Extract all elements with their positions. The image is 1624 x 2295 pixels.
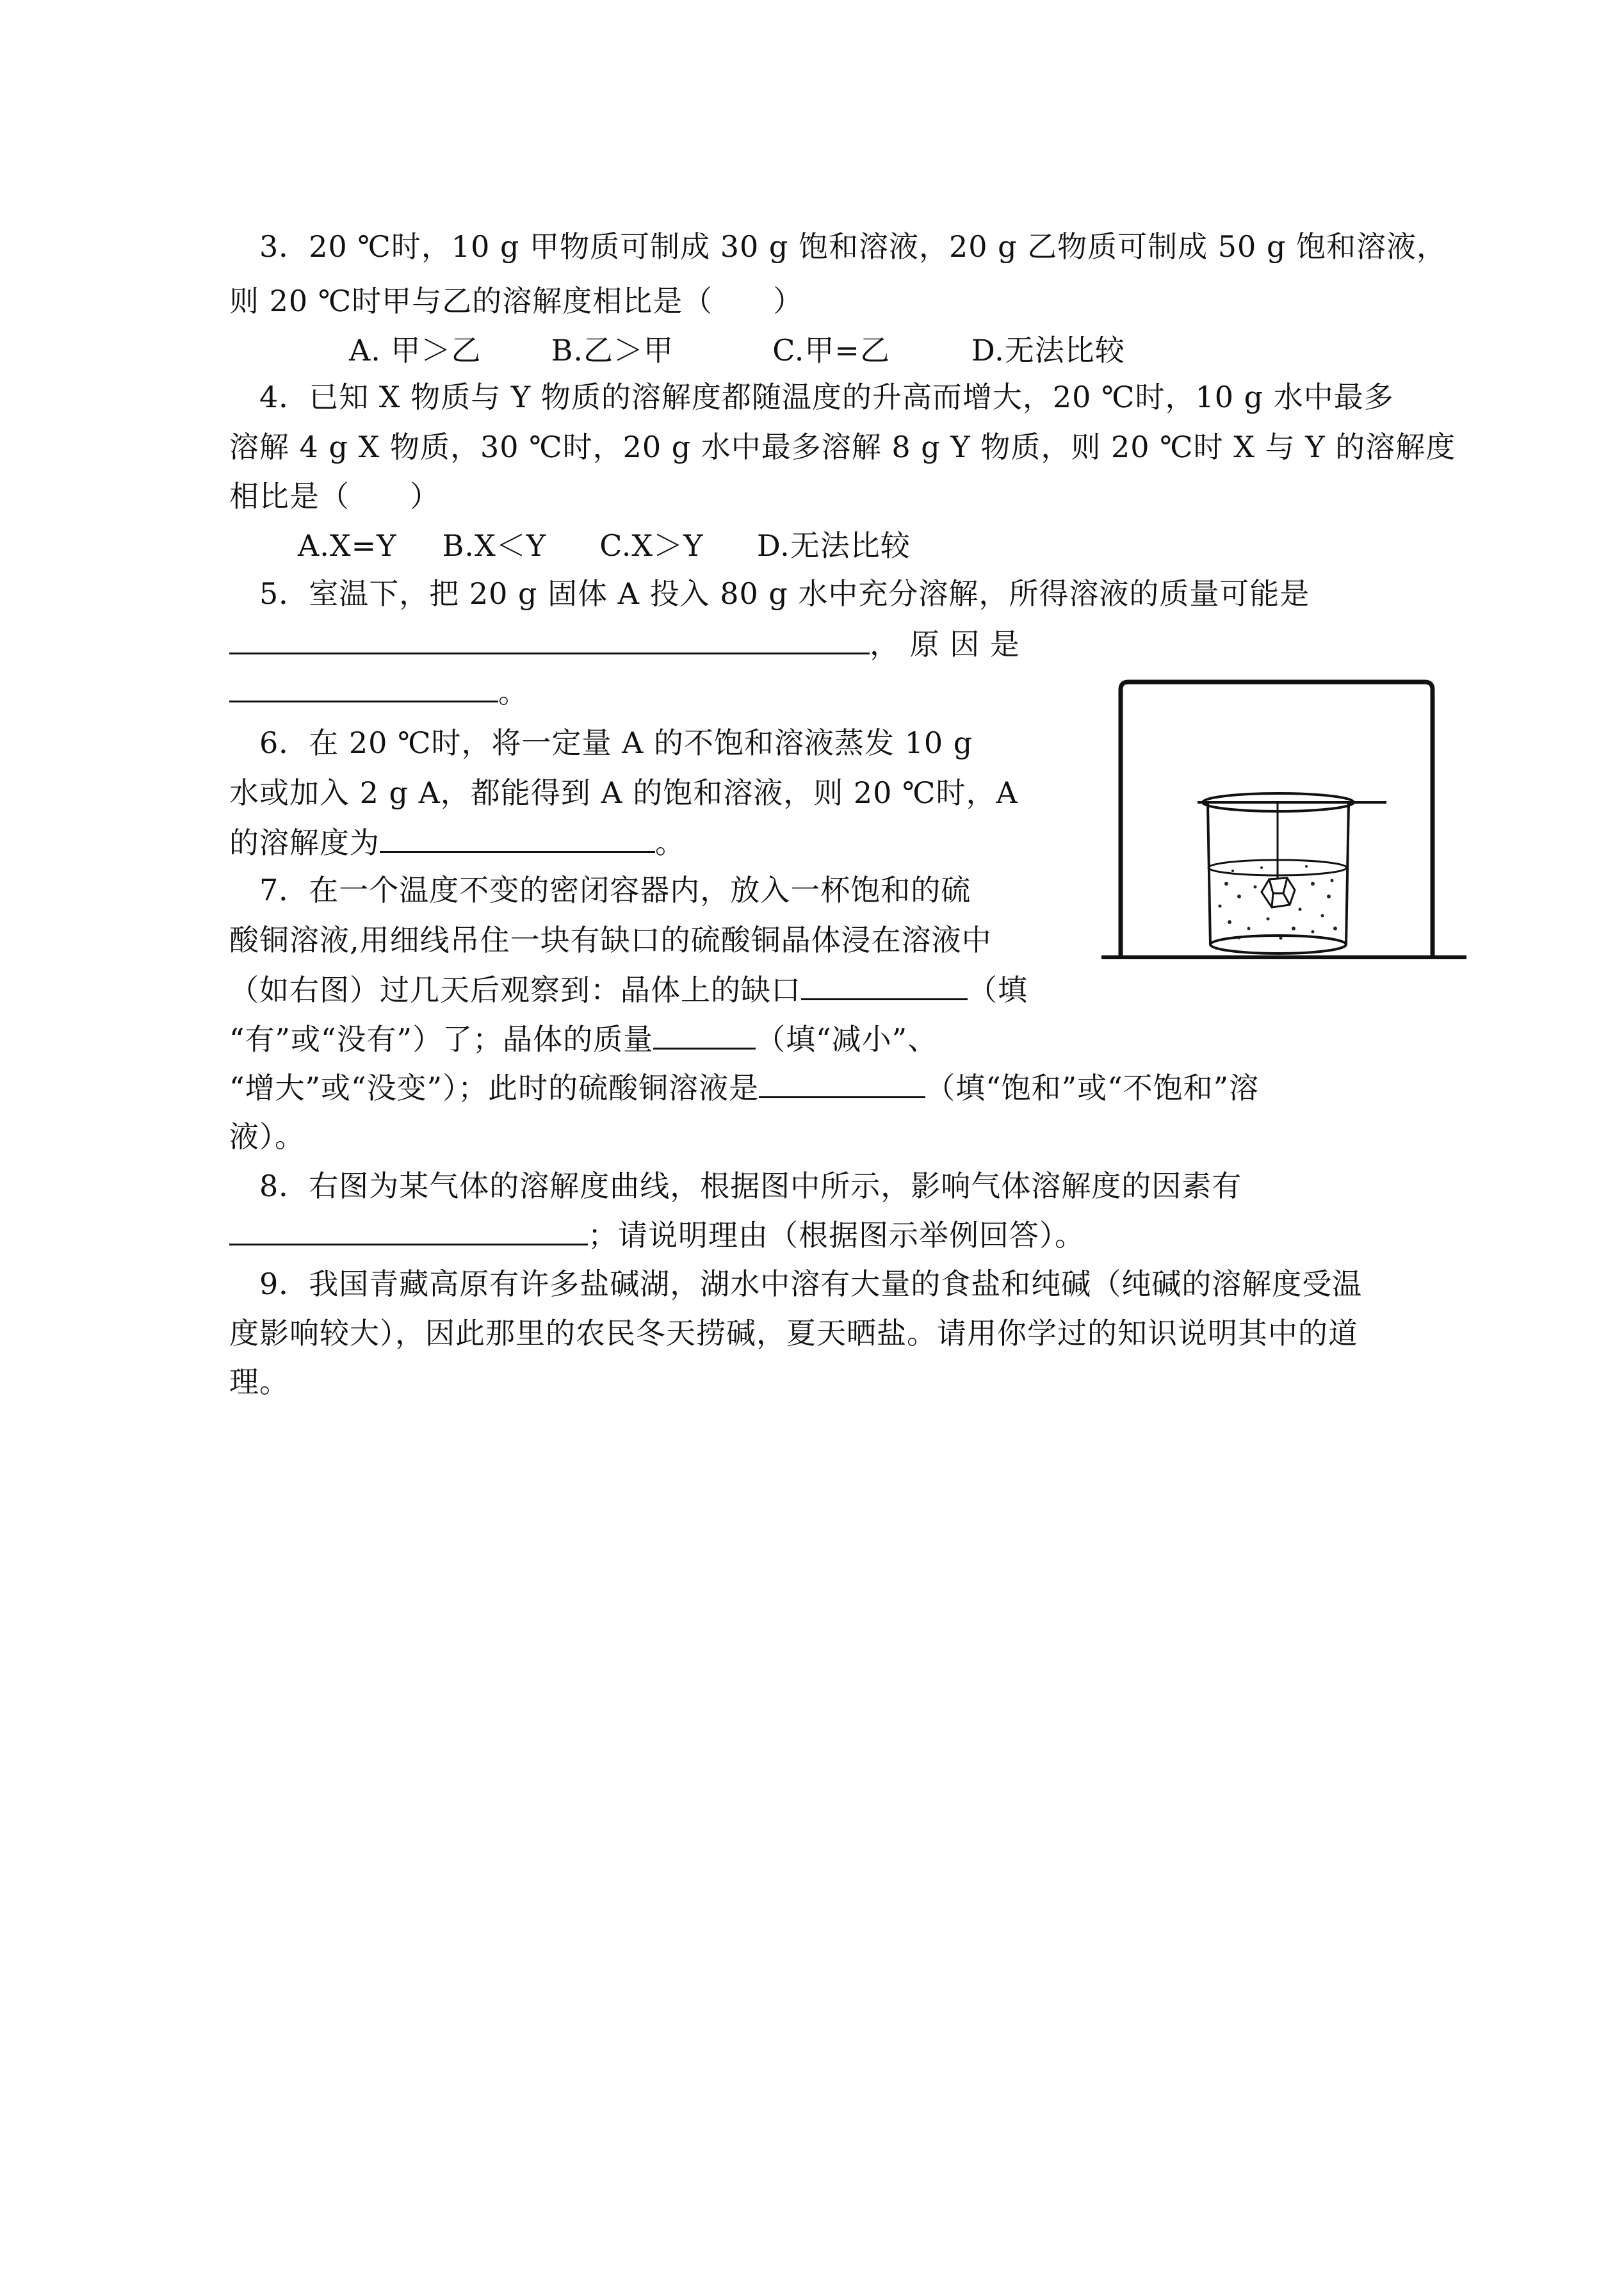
q7-mass-label: “有”或“没有”）了；晶体的质量	[229, 1022, 654, 1057]
q9-line-3: 理。	[229, 1365, 289, 1399]
q8-reason-prompt: ；请说明理由（根据图示举例回答）。	[588, 1218, 1085, 1253]
q4-options	[298, 526, 911, 565]
q4-option-c: C.X＞Y	[599, 528, 704, 563]
q8-answer-blank[interactable]	[229, 1215, 588, 1245]
q7-fill-hint-2: （填“减小”、	[756, 1022, 938, 1057]
q7-answer-blank-mass[interactable]	[653, 1019, 756, 1050]
q6-answer-blank[interactable]	[380, 823, 655, 853]
q7-line-5	[229, 1068, 1259, 1107]
q3-options	[349, 331, 1125, 369]
q7-answer-blank-solution[interactable]	[759, 1068, 925, 1098]
q9-line-2: 度影响较大），因此那里的农民冬天捞碱，夏天晒盐。请用你学过的知识说明其中的道	[229, 1316, 1358, 1350]
q7-line-4	[229, 1019, 938, 1058]
q5-reason-label: ， 原 因 是	[870, 627, 1020, 661]
q4-option-d: D.无法比较	[756, 528, 911, 563]
q3-line-2: 则 20 ℃时甲与乙的溶解度相比是（ ）	[229, 284, 804, 318]
q3-option-a: A. 甲＞乙	[349, 333, 482, 368]
q7-solution-label: “增大”或“没变”）；此时的硫酸铜溶液是	[229, 1071, 759, 1105]
q4-line-3: 相比是（ ）	[229, 479, 440, 514]
q5-answer-blank-reason[interactable]	[229, 672, 498, 702]
q7-answer-blank-notch[interactable]	[801, 970, 968, 1000]
q3-option-d: D.无法比较	[971, 333, 1125, 368]
q8-line-1: 8．右图为某气体的溶解度曲线，根据图中所示，影响气体溶解度的因素有	[259, 1169, 1242, 1203]
q7-notch-label: （如右图）过几天后观察到：晶体上的缺口	[229, 973, 801, 1007]
q8-line-2	[229, 1215, 1085, 1254]
q6-line-3	[229, 823, 685, 862]
q7-line-2: 酸铜溶液,用细线吊住一块有缺口的硫酸铜晶体浸在溶液中	[229, 923, 992, 957]
q6-solubility-label: 的溶解度为	[229, 825, 380, 860]
q3-option-c: C.甲=乙	[772, 333, 890, 368]
q6-period: 。	[655, 825, 685, 860]
q5-period: 。	[498, 675, 528, 710]
q4-line-1: 4．已知 X 物质与 Y 物质的溶解度都随温度的升高而增大，20 ℃时，10 g 水中最多	[259, 380, 1394, 414]
q4-line-2: 溶解 4 g X 物质，30 ℃时，20 g 水中最多溶解 8 g Y 物质，则 20 ℃时 X 与 Y 的溶解度	[229, 430, 1456, 464]
q5-line-3	[229, 672, 528, 711]
q7-line-1: 7．在一个温度不变的密闭容器内，放入一杯饱和的硫	[259, 873, 971, 907]
beaker-in-sealed-container-icon	[1101, 676, 1466, 964]
q5-line-1: 5．室温下，把 20 g 固体 A 投入 80 g 水中充分溶解，所得溶液的质量可能是	[259, 576, 1310, 611]
q4-option-b: B.X＜Y	[442, 528, 547, 563]
q7-line-3	[229, 970, 1028, 1009]
q7-fill-hint-1: （填	[968, 973, 1028, 1007]
q5-line-2	[229, 624, 1020, 663]
q9-line-1: 9．我国青藏高原有许多盐碱湖，湖水中溶有大量的食盐和纯碱（纯碱的溶解度受温	[259, 1267, 1363, 1301]
q5-answer-blank-mass[interactable]	[229, 624, 870, 654]
q3-line-1: 3．20 ℃时，10 g 甲物质可制成 30 g 饱和溶液，20 g 乙物质可制成 50 g 饱和溶液，	[259, 229, 1447, 264]
q3-option-b: B.乙＞甲	[551, 333, 674, 368]
q7-fill-hint-3: （填“饱和”或“不饱和”溶	[925, 1071, 1260, 1105]
q6-line-2: 水或加入 2 g A，都能得到 A 的饱和溶液，则 20 ℃时，A	[229, 775, 1018, 810]
q6-line-1: 6．在 20 ℃时，将一定量 A 的不饱和溶液蒸发 10 g	[259, 726, 973, 760]
q4-option-a: A.X=Y	[298, 528, 397, 563]
q7-line-6: 液）。	[229, 1119, 305, 1154]
